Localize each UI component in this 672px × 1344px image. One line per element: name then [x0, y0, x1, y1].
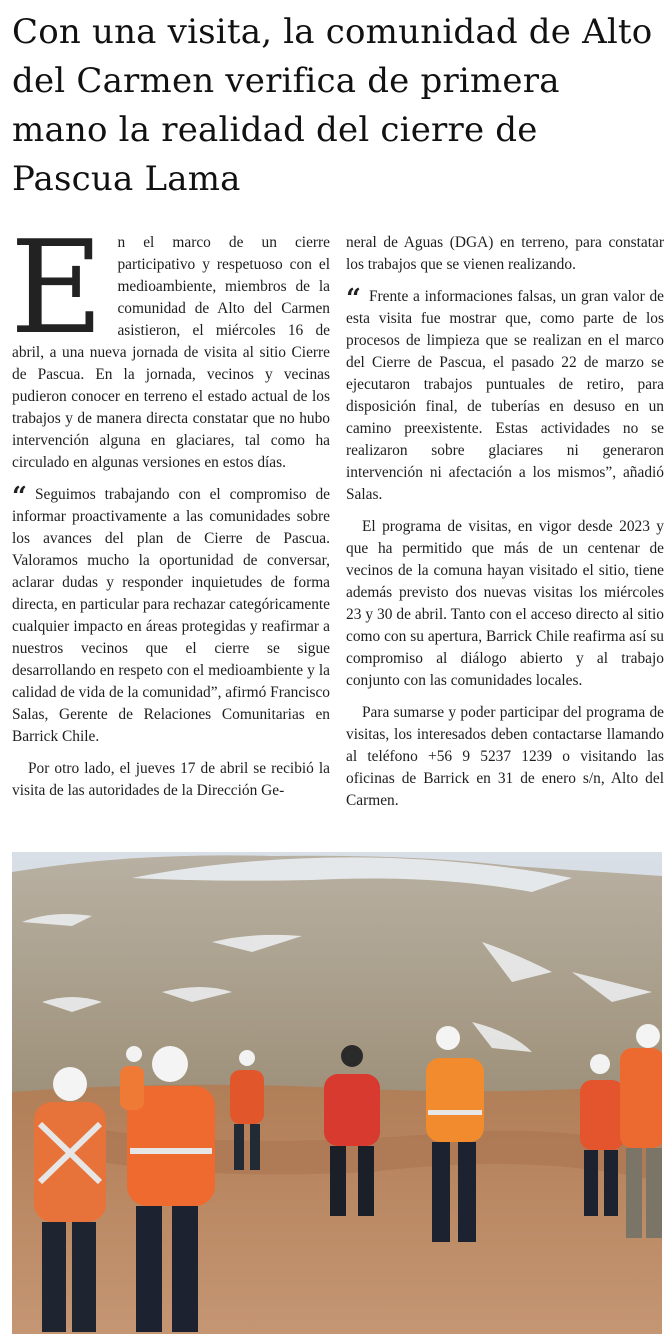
quote-mark-icon: “ — [12, 482, 27, 512]
lead-paragraph — [10, 214, 330, 474]
paragraph-dga-text-part2: neral de Aguas (DGA) en terreno, para constatar los trabajos que se vienen realizando. — [346, 234, 664, 273]
photo-illustration — [12, 852, 662, 1334]
paragraph-dga-part1 — [12, 758, 330, 802]
quote-paragraph-1 — [12, 484, 330, 748]
quote-paragraph-2-text: Frente a informaciones falsas, un gran valor de esta visita fue mostrar que, como parte de los procesos de limpieza que se realizan en el marco del Cierre de Pascua, el pasado 22 de marzo se ejecutaron trabajos puntuales de retiro, para disposición final, de tuberías en desuso en un camino preexistente. Estas actividades no se realizaron sobre glaciares ni generaron intervención ni afectación a los mismos”, añadió Salas. — [346, 288, 664, 503]
worker-7 — [620, 1024, 662, 1238]
paragraph-dga-part2 — [346, 232, 664, 276]
article-column-right — [346, 232, 664, 822]
mountain — [12, 855, 662, 1112]
paragraph-contact — [346, 702, 664, 812]
article-column-left — [10, 214, 330, 812]
paragraph-dga-text-part1: Por otro lado, el jueves 17 de abril se recibió la visita de las autoridades de la Dirección Ge- — [12, 760, 330, 799]
quote-mark-icon: “ — [346, 284, 361, 314]
drop-cap: E — [10, 214, 104, 363]
paragraph-program — [346, 516, 664, 692]
article-headline: Con una visita, la comunidad de Alto del Carmen verifica de primera mano la realidad del cierre de Pascua Lama — [12, 12, 653, 199]
quote-paragraph-1-text: Seguimos trabajando con el compromiso de informar proactivamente a las comunidades sobre los avances del plan de Cierre de Pascua. Valoramos mucho la oportunidad de conversar, aclarar dudas y responder inquietudes de forma directa, en particular para rechazar categóricamente cualquier impacto en áreas protegidas y reafirmar a nuestros vecinos que el cierre se sigue desarrollando en respeto con el medioambiente y la calidad de vida de la comunidad”, afirmó Francisco Salas, Gerente de Relaciones Comunitarias en Barrick Chile. — [12, 486, 330, 745]
article-photo — [12, 852, 662, 1334]
paragraph-contact-text: Para sumarse y poder participar del programa de visitas, los interesados deben contactarse llamando al teléfono +56 9 5237 1239 o visitando las oficinas de Barrick en 31 de enero s/n, Alto del Carmen. — [346, 704, 664, 809]
lead-paragraph-text: n el marco de un cierre participativo y respetuoso con el medioambiente, miembros de la comunidad de Alto del Carmen asistieron, el miércoles 16 de abril, a una nueva jornada de visita al sitio Cierre de Pascua. En la jornada, vecinos y vecinas pudieron conocer en terreno el estado actual de los trabajos y de manera directa constatar que no hubo intervención alguna en glaciares, tal como ha circulado en algunas versiones en estos días. — [12, 234, 330, 471]
paragraph-program-text: El programa de visitas, en vigor desde 2023 y que ha permitido que más de un centenar de vecinos de la comuna hayan visitado el sitio, tiene además previsto dos nuevas visitas los miércoles 23 y 30 de abril. Tanto con el acceso directo al sitio como con su apertura, Barrick Chile reafirma así su compromiso al diálogo abierto y al trabajo conjunto con las comunidades locales. — [346, 518, 664, 689]
quote-paragraph-2 — [346, 286, 664, 506]
